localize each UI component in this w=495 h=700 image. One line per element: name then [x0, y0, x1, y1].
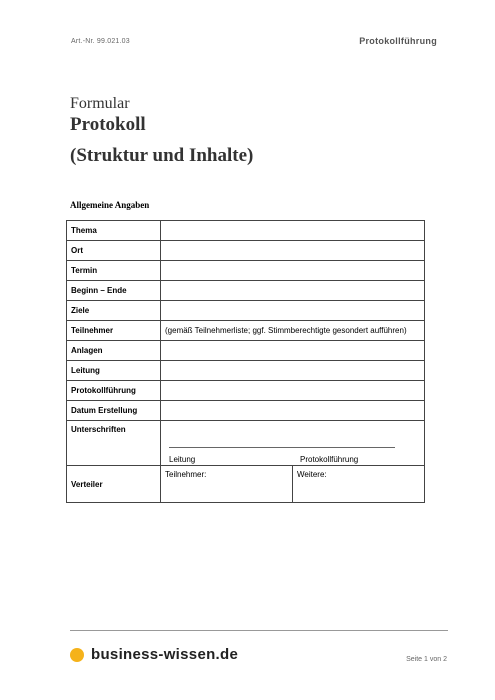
- field-label: Leitung: [67, 361, 161, 381]
- signature-row: [67, 421, 425, 466]
- field-label: Termin: [67, 261, 161, 281]
- field-label: Teilnehmer: [67, 321, 161, 341]
- signature-caption-leitung: Leitung: [169, 455, 196, 464]
- field-label: Beginn – Ende: [67, 281, 161, 301]
- field-value[interactable]: [161, 241, 425, 261]
- table-row: [67, 361, 425, 381]
- footer-divider: [70, 630, 448, 631]
- distribution-area: [161, 466, 425, 503]
- field-value[interactable]: [161, 401, 425, 421]
- form-table: [66, 220, 425, 503]
- field-label: Ort: [67, 241, 161, 261]
- field-value[interactable]: [161, 361, 425, 381]
- field-label: Anlagen: [67, 341, 161, 361]
- signature-label: Unterschriften: [67, 421, 161, 466]
- table-row: [67, 401, 425, 421]
- distribution-row: [67, 466, 425, 503]
- distribution-label: Verteiler: [67, 466, 161, 503]
- field-value[interactable]: [161, 341, 425, 361]
- table-row: [67, 281, 425, 301]
- field-label: Datum Erstellung: [67, 401, 161, 421]
- table-row: [67, 221, 425, 241]
- signature-caption-protokoll: Protokollführung: [300, 455, 359, 464]
- field-label: Ziele: [67, 301, 161, 321]
- field-value[interactable]: (gemäß Teilnehmerliste; ggf. Stimmberechtigte gesondert aufführen): [161, 321, 425, 341]
- section-title: Allgemeine Angaben: [70, 200, 150, 210]
- table-row: [67, 381, 425, 401]
- brand-name: business-wissen.de: [91, 646, 239, 663]
- field-value[interactable]: [161, 381, 425, 401]
- field-value[interactable]: [161, 301, 425, 321]
- field-value[interactable]: [161, 281, 425, 301]
- signature-line: [169, 447, 395, 448]
- title-subtitle: (Struktur und Inhalte): [70, 145, 254, 166]
- brand-logo[interactable]: [70, 646, 238, 663]
- field-label: Thema: [67, 221, 161, 241]
- signature-area[interactable]: [161, 421, 425, 466]
- distribution-participants[interactable]: Teilnehmer:: [165, 470, 207, 479]
- field-value[interactable]: [161, 221, 425, 241]
- table-row: [67, 321, 425, 341]
- table-row: [67, 261, 425, 281]
- title-main: Protokoll: [70, 114, 146, 135]
- table-row: [67, 241, 425, 261]
- page-number: Seite 1 von 2: [406, 656, 447, 663]
- distribution-others[interactable]: Weitere:: [292, 466, 424, 502]
- field-label: Protokollführung: [67, 381, 161, 401]
- article-number: Art.-Nr. 99.021.03: [71, 38, 130, 45]
- brand-dot-icon: [70, 648, 84, 662]
- title-form: Formular: [70, 95, 130, 112]
- field-value[interactable]: [161, 261, 425, 281]
- document-category: Protokollführung: [359, 36, 437, 46]
- table-row: [67, 301, 425, 321]
- table-row: [67, 341, 425, 361]
